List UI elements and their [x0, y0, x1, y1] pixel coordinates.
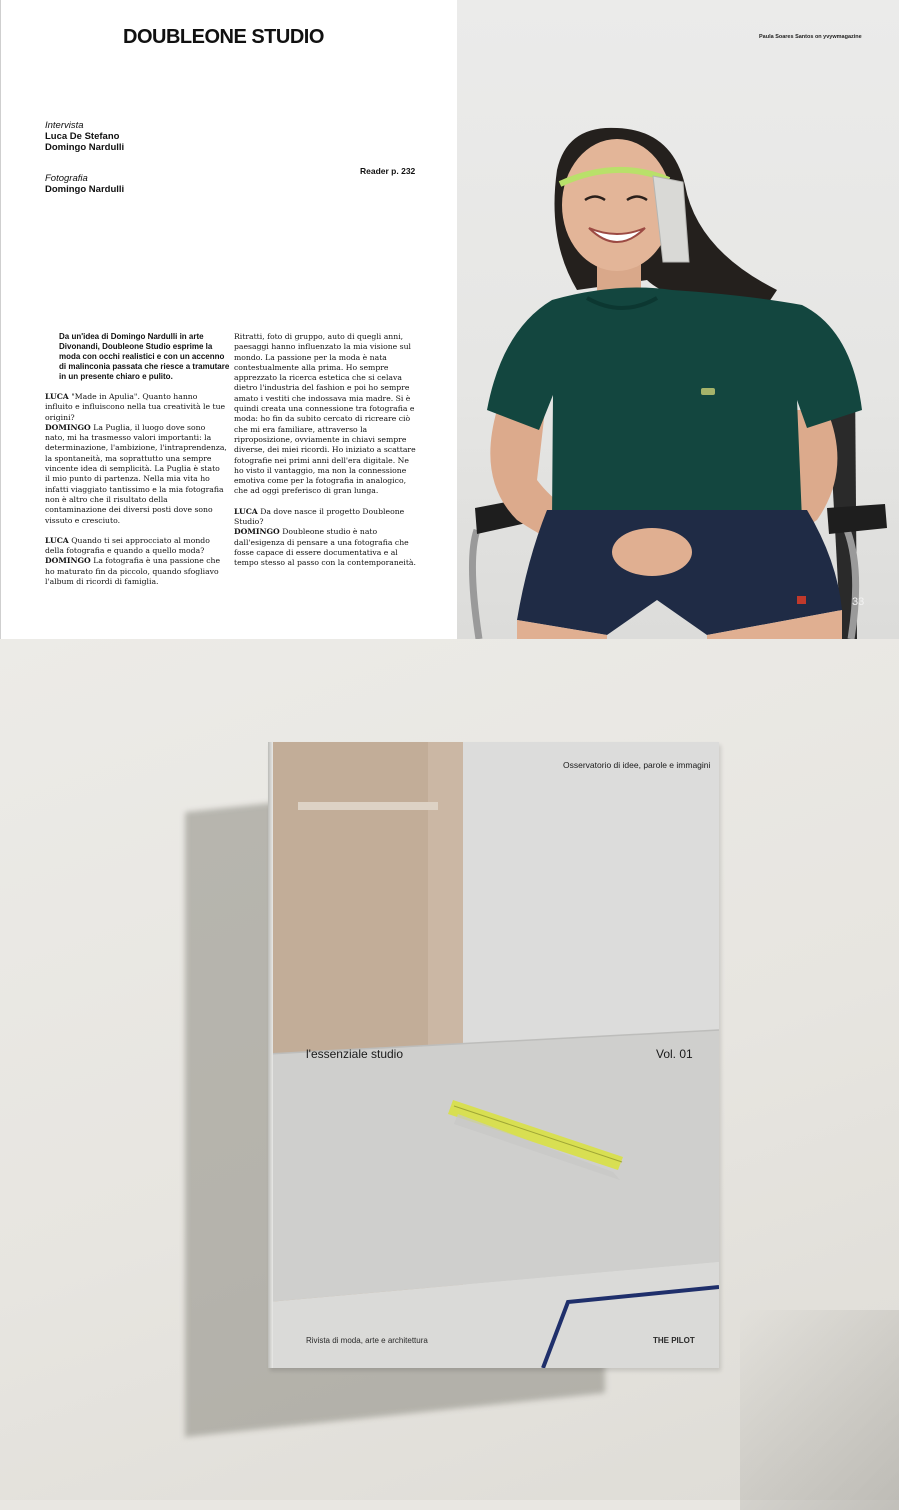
- left-page: [0, 0, 457, 639]
- face: [562, 139, 672, 271]
- magazine-spread: [0, 0, 899, 639]
- paragraph-text: La fotografia è una passione che ho maturato fin da piccolo, quando sfogliavo l'album di ricordi di famiglia.: [45, 556, 221, 587]
- chair-leg-left: [472, 530, 479, 639]
- paragraph-text: "Made in Apulia". Quanto hanno influito e influiscono nella tua creatività le tue origini?: [45, 392, 226, 422]
- cover-subtitle: Rivista di moda, arte e architettura: [306, 1336, 428, 1345]
- credit-role: Fotografia: [45, 173, 88, 184]
- qa-paragraph: [234, 332, 416, 497]
- qa-paragraph: [234, 507, 416, 569]
- speaker: LUCA: [45, 392, 69, 401]
- photo-credit: Paula Soares Santos on yvywmagazine: [759, 34, 862, 40]
- speaker: DOMINGO: [234, 527, 280, 537]
- paragraph-text: La Puglia, il luogo dove sono nato, mi ha trasmesso valori importanti: la determinazione, l'ambizione, l'intraprendenza, la spontaneità, ma soprattutto una sempre vincente idea di semplicità. La Puglia è stato il mio punto di partenza. Nella mia vita ho infatti viaggiato tantissimo e la mia fotografia non è altro che il risultato della contaminazione dei diversi posti dove sono vissuto e cresciuto.: [45, 422, 227, 525]
- shorts: [517, 510, 842, 635]
- photography-credit: [45, 173, 124, 195]
- speaker: DOMINGO: [45, 556, 91, 566]
- interview-column-right: [234, 332, 416, 579]
- interview-credit: [45, 120, 124, 153]
- credit-role: Intervista: [45, 120, 84, 131]
- qa-paragraph: [45, 392, 227, 526]
- magazine-spine: [268, 742, 273, 1368]
- magazine-cover: [268, 742, 719, 1368]
- speaker: LUCA: [234, 506, 258, 516]
- chair-arm-right: [827, 504, 887, 534]
- table-top: [268, 1030, 719, 1302]
- cover-publisher: THE PILOT: [653, 1336, 695, 1345]
- interview-column-left: [45, 392, 227, 597]
- paragraph-text: Quando ti sei approcciato al mondo della fotografia e quando a quello moda?: [45, 535, 210, 556]
- hands: [612, 528, 692, 576]
- credit-name: Domingo Nardulli: [45, 184, 125, 195]
- speaker: LUCA: [45, 535, 69, 545]
- credit-name: Luca De Stefano: [45, 131, 120, 142]
- reader-page-ref: Reader p. 232: [360, 166, 416, 176]
- shorts-tag: [797, 596, 806, 604]
- intro-paragraph: Da un'idea di Domingo Nardulli in arte Divonandi, Doubleone Studio esprime la moda con occhi realistici e con un accenno di malinconia passata che riesce a tramutare in un presente chiaro e pulito.: [59, 332, 230, 381]
- right-page-photo: [457, 0, 899, 639]
- qa-paragraph: [45, 536, 227, 587]
- article-title: DOUBLEONE STUDIO: [123, 26, 324, 48]
- corner-shadow: [740, 1310, 899, 1510]
- wall-shelf: [298, 802, 438, 810]
- credit-name: Domingo Nardulli: [45, 142, 125, 153]
- tshirt-logo: [701, 388, 715, 395]
- paragraph-text: Ritratti, foto di gruppo, auto di quegli anni, paesaggi hanno influenzato la mia visione sul mondo. La passione per la moda è nata contestualmente alla prima. Ho sempre apprezzato la ricerca estetica che si celava dietro l'industria del fashion e poi ho sempre amato i vestiti che indossava mia madre. Si è quindi creata una connessione tra fotografia e moda: ho fin da subito cercato di ricreare ciò che mi era familiare, attraverso la riproposizione, ovviamente in chiavi sempre diverse, dei miei ricordi. Ho iniziato a scattare fotografie nei primi anni dell'era digitale. Ne ho visto il vantaggio, ma non la connessione emotiva come per la fotografia in analogico, che ad oggi preferisco di gran lunga.: [234, 332, 416, 496]
- portrait-illustration: [457, 0, 899, 639]
- speaker: DOMINGO: [45, 422, 91, 432]
- cover-tagline: Osservatorio di idee, parole e immagini: [563, 760, 711, 770]
- page-number: 33: [852, 596, 865, 608]
- paragraph-text: Da dove nasce il progetto Doubleone Studio?: [234, 506, 405, 527]
- cover-volume: Vol. 01: [656, 1047, 693, 1061]
- cover-title: l'essenziale studio: [306, 1047, 404, 1061]
- paragraph-text: Doubleone studio è nato dall'esigenza di pensare a una fotografia che fosse capace di essere documentativa e al tempo stesso al passo con la contemporaneità.: [234, 527, 416, 568]
